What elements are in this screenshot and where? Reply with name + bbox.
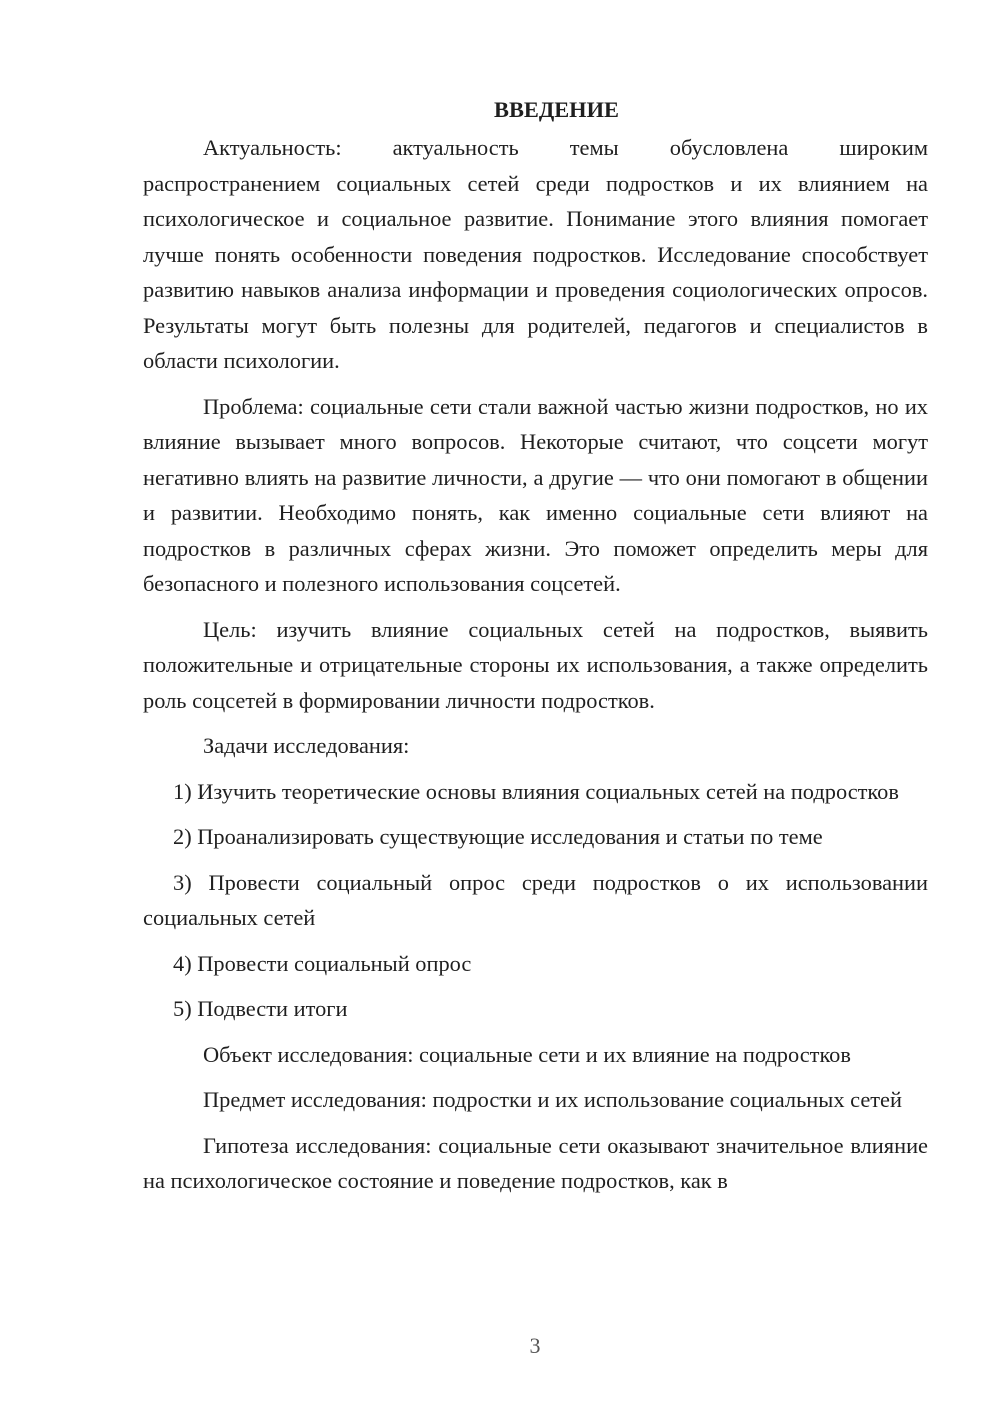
task-item-1: 1) Изучить теоретические основы влияния социальных сетей на подростков <box>173 778 899 804</box>
tasks-heading: Задачи исследования: <box>203 733 410 758</box>
task-item-4: 4) Провести социальный опрос <box>173 950 472 976</box>
subject-paragraph: Предмет исследования: подростки и их использование социальных сетей <box>203 1087 902 1112</box>
task-item-2: 2) Проанализировать существующие исследования и статьи по теме <box>173 824 823 849</box>
document-body <box>143 92 928 1209</box>
task-item-5: 5) Подвести итоги <box>173 996 348 1021</box>
relevance-paragraph: Актуальность: актуальность темы обусловлена широким распространением социальных сетей среди подростков и их влиянием на психологическое и социальное развитие. Понимание этого влияния помогает лучше понять особенности поведения подростков. Исследование способствует развитию навыков анализа информации и проведения социологических опросов. Результаты могут быть полезны для родителей, педагогов и специалистов в области психологии. <box>143 135 928 373</box>
goal-paragraph: Цель: изучить влияние социальных сетей на подростков, выявить положительные и отрицательные стороны их использования, а также определить роль соцсетей в формировании личности подростков. <box>143 616 928 713</box>
hypothesis-paragraph: Гипотеза исследования: социальные сети оказывают значительное влияние на психологическое состояние и поведение подростков, как в <box>143 1132 928 1193</box>
page-number: 3 <box>529 1333 541 1358</box>
object-paragraph: Объект исследования: социальные сети и их влияние на подростков <box>203 1041 851 1067</box>
section-heading: ВВЕДЕНИЕ <box>494 97 619 122</box>
task-item-3: 3) Провести социальный опрос среди подростков о их использовании социальных сетей <box>143 869 928 930</box>
problem-paragraph: Проблема: социальные сети стали важной частью жизни подростков, но их влияние вызывает много вопросов. Некоторые считают, что соцсети могут негативно влиять на развитие личности, а другие — что они помогают в общении и развитии. Необходимо понять, как именно социальные сети влияют на подростков в различных сферах жизни. Это поможет определить меры для безопасного и полезного использования соцсетей. <box>143 393 928 596</box>
